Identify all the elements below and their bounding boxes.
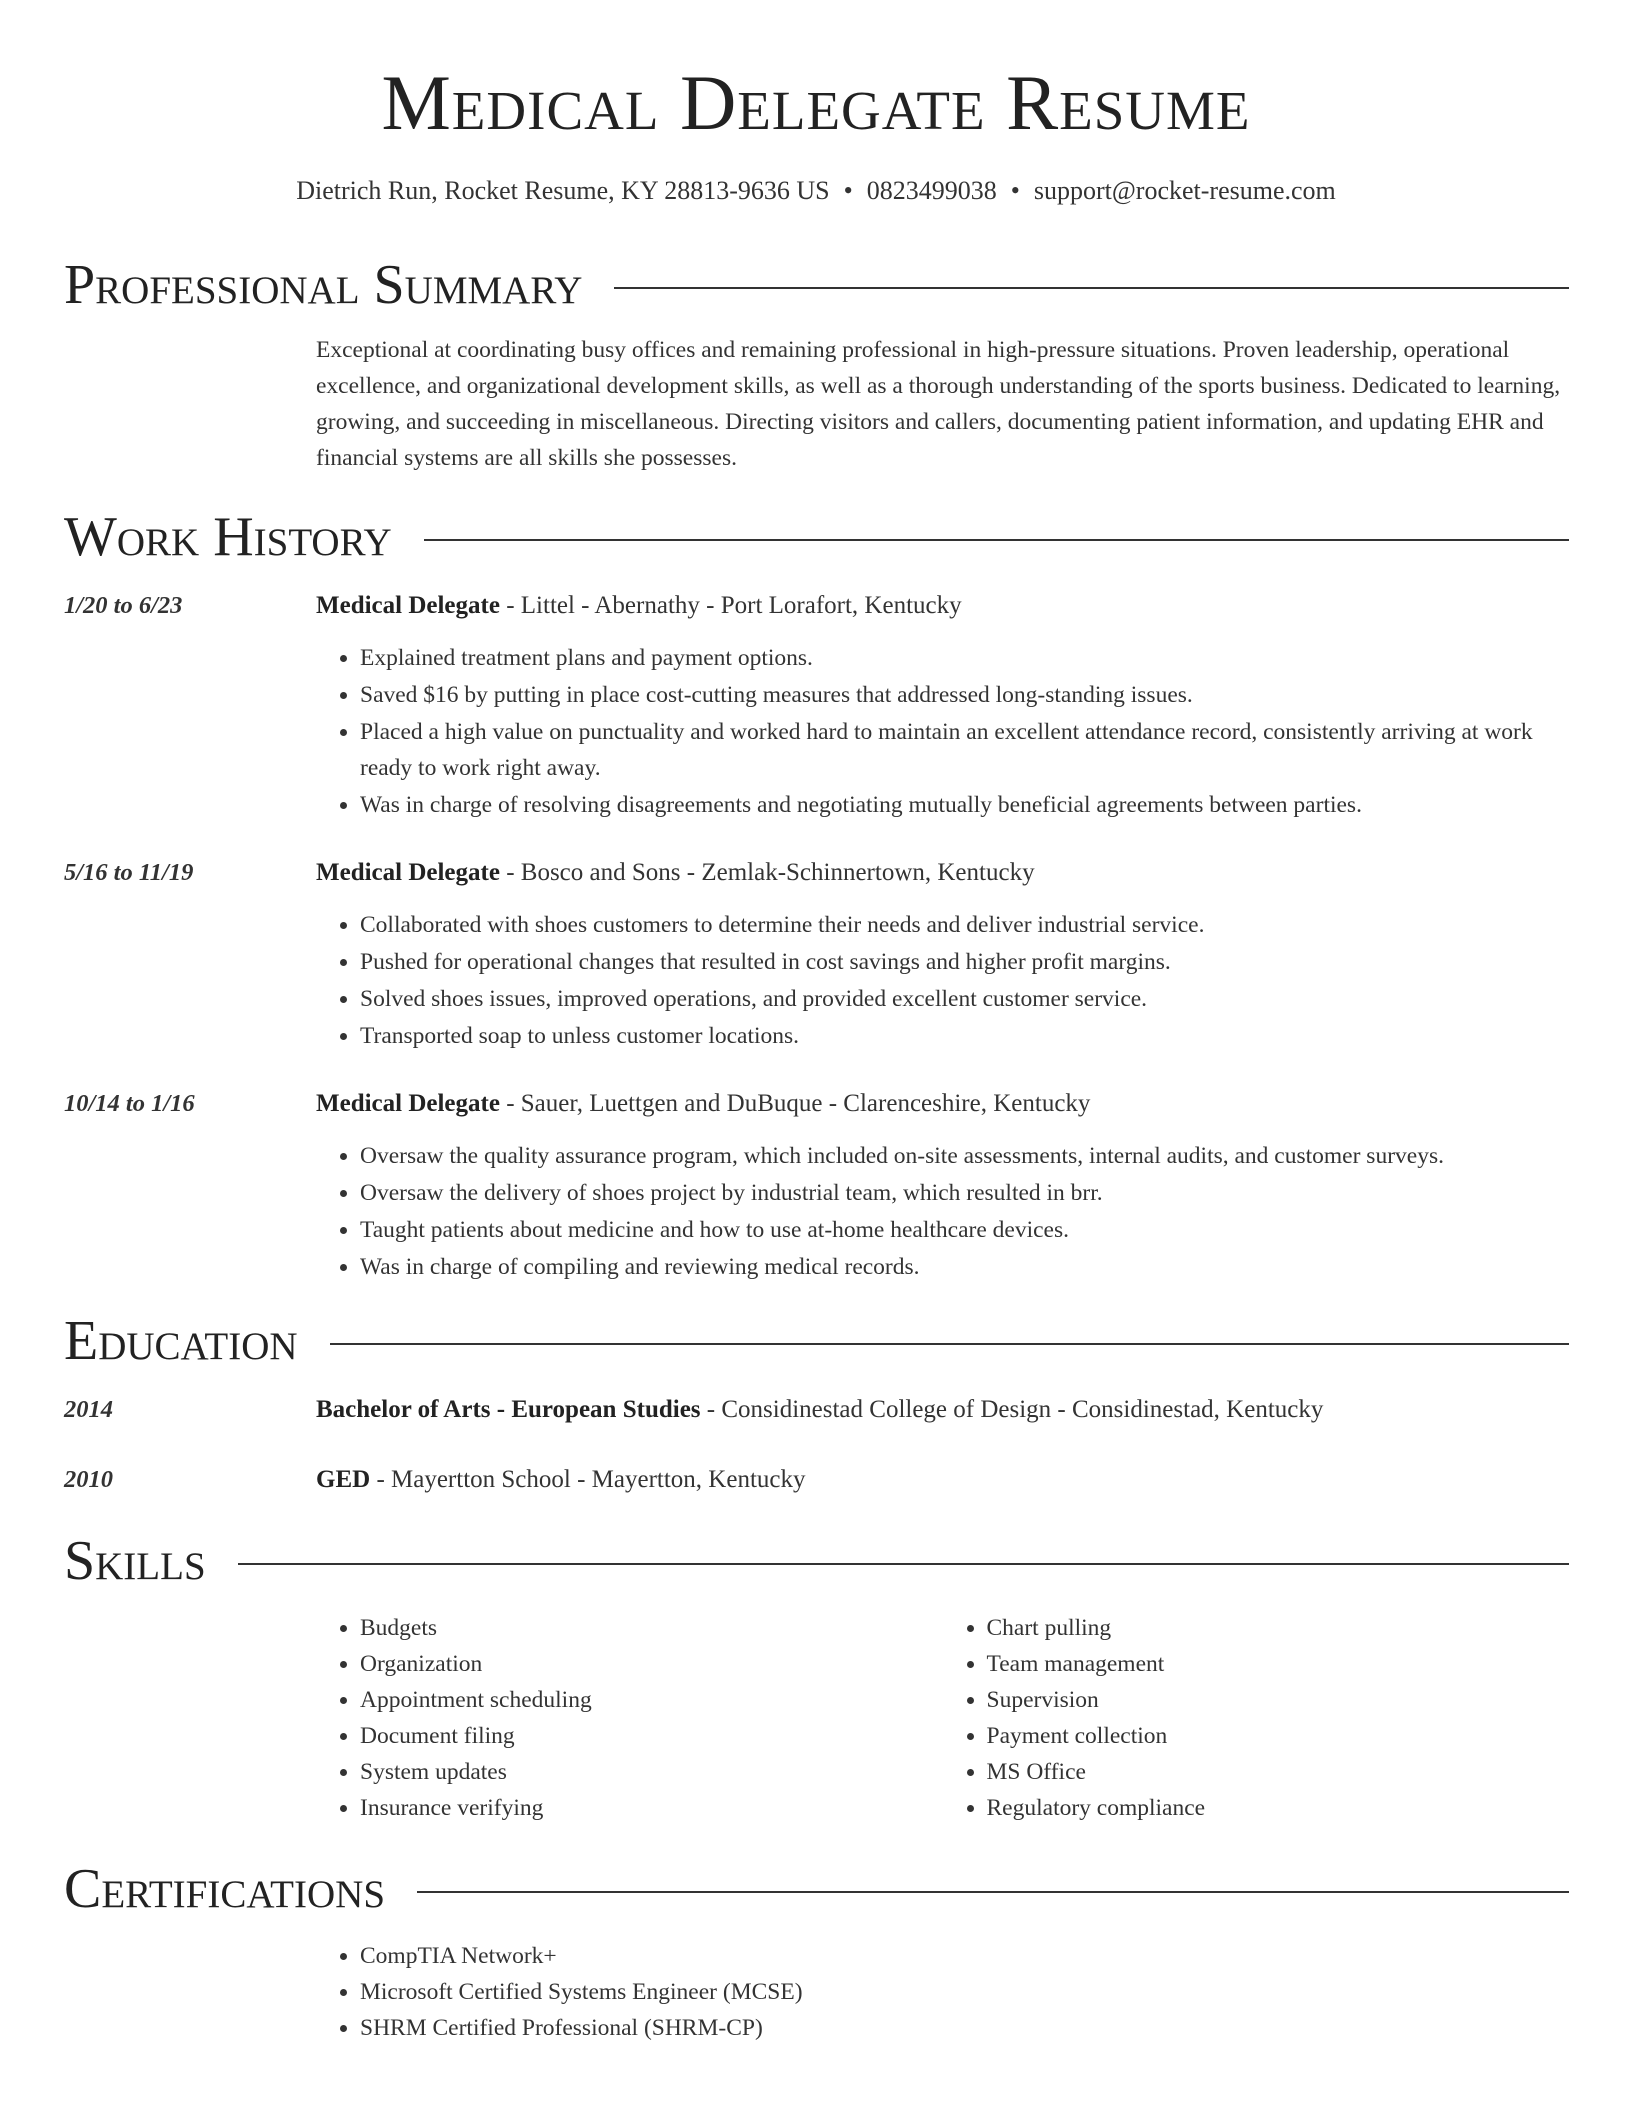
job-dates: 1/20 to 6/23 [64,592,183,619]
job-bullets [316,907,1569,1054]
list-item: • Collaborated with shoes customers to determine their needs and deliver industrial service. [360,907,1569,943]
list-item: • Budgets [360,1610,943,1646]
summary-header [64,250,1569,320]
contact-separator: • [843,176,853,205]
section-heading: Professional Summary [64,254,583,316]
education-heading [316,1392,1569,1428]
list-item: • Taught patients about medicine and how to use at-home healthcare devices. [360,1212,1569,1248]
job-details: - Littel - Abernathy - Port Lorafort, Kentucky [499,592,962,619]
list-item: • Chart pulling [987,1610,1570,1646]
resume-title: Medical Delegate Resume [381,59,1251,146]
job-title: Medical Delegate [316,859,500,886]
list-item: • Insurance verifying [360,1790,943,1826]
degree: Bachelor of Arts - European Studies [316,1396,701,1423]
job-entry [64,855,1569,1054]
job-dates: 10/14 to 1/16 [64,1090,195,1117]
list-item: • Organization [360,1646,943,1682]
list-item: • Oversaw the delivery of shoes project by industrial team, which resulted in brr. [360,1175,1569,1211]
list-item: • Explained treatment plans and payment options. [360,640,1569,676]
list-item: • Solved shoes issues, improved operations, and provided excellent customer service. [360,981,1569,1017]
job-bullets [316,640,1569,823]
section-heading: Certifications [64,1858,386,1920]
list-item: • Oversaw the quality assurance program, which included on-site assessments, internal audits, and customer surveys. [360,1138,1569,1174]
skills-grid [316,1610,1569,1826]
section-divider [614,287,1569,289]
job-heading [316,588,1569,624]
job-heading [316,855,1569,891]
section-heading: Skills [64,1530,206,1592]
section-heading: Work History [64,506,392,568]
list-item: • Supervision [987,1682,1570,1718]
section-heading: Education [64,1310,298,1372]
contact-separator: • [1010,176,1020,205]
work-history-section [64,502,1569,1317]
certifications-list [316,1938,1569,2046]
list-item: • Payment collection [987,1718,1570,1754]
skills-section [64,1526,1569,1826]
contact-address: Dietrich Run, Rocket Resume, KY 28813-9636 US [296,176,830,205]
job-details: - Sauer, Luettgen and DuBuque - Clarenceshire, Kentucky [499,1090,1091,1117]
education-header [64,1306,1569,1376]
contact-line [0,174,1632,208]
contact-email[interactable]: support@rocket-resume.com [1033,176,1336,205]
education-heading [316,1462,1569,1498]
contact-phone: 0823499038 [866,176,997,205]
job-entry [64,1086,1569,1285]
job-entry [64,588,1569,823]
list-item: • System updates [360,1754,943,1790]
degree: GED [316,1466,371,1493]
skills-list-left [316,1610,943,1826]
summary-text: Exceptional at coordinating busy offices and remaining professional in high-pressure situations. Proven leadership, operational excellence, and organizational development skills, as well as a thorough understanding of the sports business. Dedicated to learning, growing, and succeeding in miscellaneous. Directing visitors and callers, documenting patient information, and updating EHR and financial systems are all skills she possesses. [316,337,1561,471]
summary-section [64,250,1569,476]
job-title: Medical Delegate [316,1090,500,1117]
skills-list-right [943,1610,1570,1826]
list-item: • Saved $16 by putting in place cost-cutting measures that addressed long-standing issues. [360,677,1569,713]
list-item: • Appointment scheduling [360,1682,943,1718]
list-item: • Team management [987,1646,1570,1682]
section-divider [330,1343,1569,1345]
list-item: • Transported soap to unless customer locations. [360,1018,1569,1054]
job-dates: 5/16 to 11/19 [64,859,194,886]
list-item: • Document filing [360,1718,943,1754]
job-title: Medical Delegate [316,592,500,619]
list-item: • Regulatory compliance [987,1790,1570,1826]
list-item: • Was in charge of resolving disagreements and negotiating mutually beneficial agreements between parties. [360,787,1569,823]
school-details: - Considinestad College of Design - Considinestad, Kentucky [700,1396,1324,1423]
list-item: • Microsoft Certified Systems Engineer (MCSE) [360,1974,1569,2010]
section-divider [424,539,1569,541]
certifications-header [64,1854,1569,1924]
section-divider [238,1563,1569,1565]
work-history-header [64,502,1569,572]
job-heading [316,1086,1569,1122]
education-section [64,1306,1569,1532]
skills-header [64,1526,1569,1596]
education-year: 2010 [64,1466,113,1493]
list-item: • Was in charge of compiling and reviewing medical records. [360,1249,1569,1285]
education-entry [64,1392,1569,1428]
list-item: • CompTIA Network+ [360,1938,1569,1974]
education-year: 2014 [64,1396,113,1423]
job-details: - Bosco and Sons - Zemlak-Schinnertown, Kentucky [499,859,1035,886]
list-item: • MS Office [987,1754,1570,1790]
list-item: • SHRM Certified Professional (SHRM-CP) [360,2010,1569,2046]
certifications-section [64,1854,1569,2046]
school-details: - Mayertton School - Mayertton, Kentucky [370,1466,806,1493]
education-entry [64,1462,1569,1498]
section-divider [417,1891,1569,1893]
list-item: • Placed a high value on punctuality and worked hard to maintain an excellent attendance record, consistently arriving at work ready to work right away. [360,714,1569,786]
list-item: • Pushed for operational changes that resulted in cost savings and higher profit margins. [360,944,1569,980]
certifications-body [316,1938,1569,2046]
job-bullets [316,1138,1569,1285]
